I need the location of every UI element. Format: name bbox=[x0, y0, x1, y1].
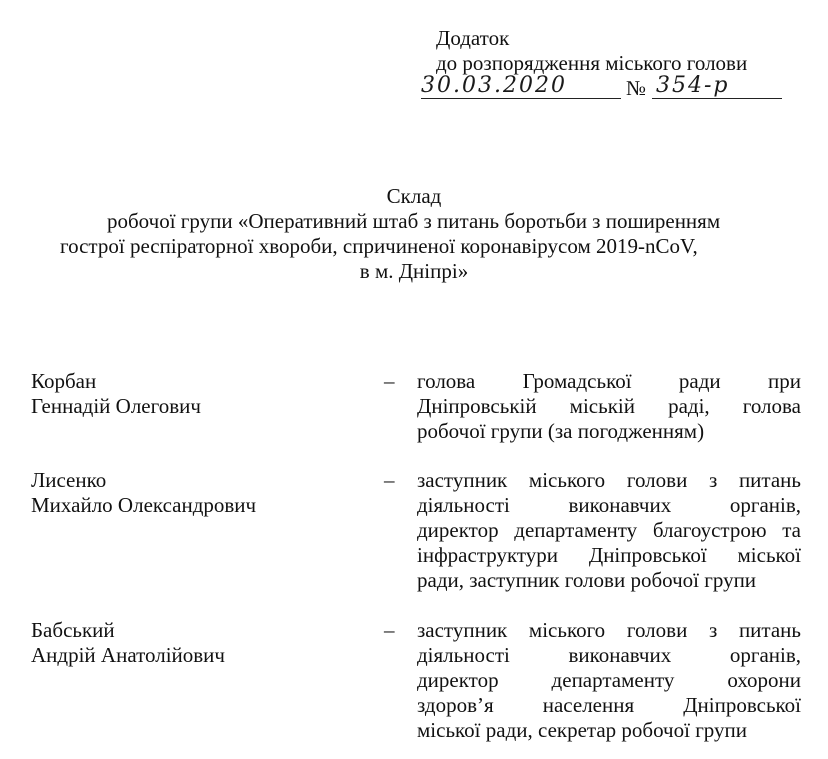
date-underline bbox=[421, 98, 621, 99]
member-duty-line: діяльності виконавчих органів, bbox=[417, 493, 801, 517]
member-surname: Корбан bbox=[31, 369, 97, 393]
document-subtitle-line-1: робочої групи «Оперативний штаб з питань боротьби з поширенням bbox=[107, 209, 721, 233]
member-given-names: Андрій Анатолійович bbox=[31, 643, 225, 667]
member-surname: Лисенко bbox=[31, 468, 107, 492]
member-duty-line: заступник міського голови з питань bbox=[417, 468, 801, 492]
member-duty-line: Дніпровській міській раді, голова bbox=[417, 394, 801, 418]
number-underline bbox=[652, 98, 782, 99]
member-duty-line: директор департаменту благоустрою та bbox=[417, 518, 801, 542]
appendix-title: Додаток bbox=[436, 26, 510, 50]
document-subtitle-line-2: гострої респіраторної хвороби, спричиненої коронавірусом 2019-nCoV, bbox=[60, 234, 698, 258]
member-duty-line: робочої групи (за погодженням) bbox=[417, 419, 705, 443]
member-duty-line: директор департаменту охорони bbox=[417, 668, 801, 692]
member-surname: Бабський bbox=[31, 618, 115, 642]
member-dash: – bbox=[384, 369, 395, 393]
member-duty-line: діяльності виконавчих органів, bbox=[417, 643, 801, 667]
member-duty-line: ради, заступник голови робочої групи bbox=[417, 568, 757, 592]
member-dash: – bbox=[384, 618, 395, 642]
member-duty-line: міської ради, секретар робочої групи bbox=[417, 718, 748, 742]
appendix-subtitle: до розпорядження міського голови bbox=[436, 51, 748, 75]
member-duty-line: заступник міського голови з питань bbox=[417, 618, 801, 642]
member-duty-line: здоров’я населення Дніпровської bbox=[417, 693, 801, 717]
document-subtitle-line-3: в м. Дніпрі» bbox=[359, 259, 469, 283]
member-duty-line: інфраструктури Дніпровської міської bbox=[417, 543, 801, 567]
document-title: Склад bbox=[386, 184, 442, 208]
member-given-names: Михайло Олександрович bbox=[31, 493, 257, 517]
handwritten-number: 354-р bbox=[656, 73, 730, 98]
member-given-names: Геннадій Олегович bbox=[31, 394, 201, 418]
member-dash: – bbox=[384, 468, 395, 492]
number-sign: № bbox=[626, 76, 647, 100]
handwritten-date: 30.03.2020 bbox=[421, 73, 567, 98]
member-duty-line: голова Громадської ради при bbox=[417, 369, 801, 393]
